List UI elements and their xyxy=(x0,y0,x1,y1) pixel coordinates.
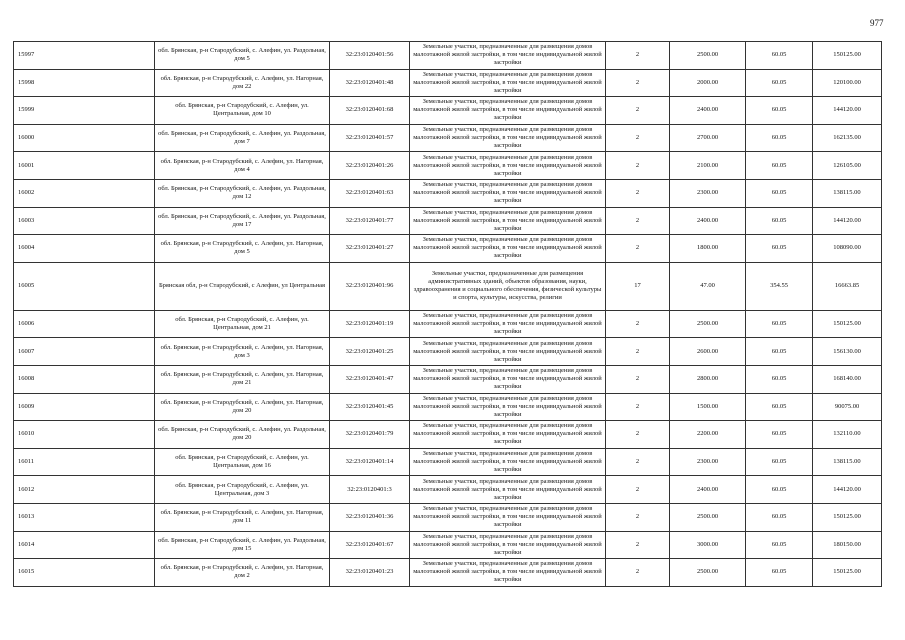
row-number: 15999 xyxy=(14,97,155,125)
table-row xyxy=(14,310,882,338)
cadastral-value-cell: 162135.00 xyxy=(813,124,882,152)
specific-value-cell: 60.05 xyxy=(746,179,813,207)
group-cell: 2 xyxy=(606,207,670,235)
address-cell: обл. Брянская, р-н Стародубский, с. Алефин, ул. Раздольная, дом 17 xyxy=(155,207,330,235)
group-cell: 2 xyxy=(606,448,670,476)
cadastral-value-cell: 138115.00 xyxy=(813,179,882,207)
area-cell: 2500.00 xyxy=(670,310,746,338)
cadastral-number-cell: 32:23:0120401:48 xyxy=(330,69,410,97)
cadastral-value-cell: 168140.00 xyxy=(813,365,882,393)
specific-value-cell: 60.05 xyxy=(746,42,813,70)
cadastral-number-cell: 32:23:0120401:25 xyxy=(330,338,410,366)
row-number: 16013 xyxy=(14,503,155,531)
group-cell: 2 xyxy=(606,531,670,559)
group-cell: 17 xyxy=(606,262,670,310)
area-cell: 2100.00 xyxy=(670,152,746,180)
address-cell: обл. Брянская, р-н Стародубский, с. Алефин, ул. Раздольная, дом 15 xyxy=(155,531,330,559)
cadastral-value-cell: 138115.00 xyxy=(813,448,882,476)
table-row xyxy=(14,421,882,449)
area-cell: 2200.00 xyxy=(670,421,746,449)
address-cell: обл. Брянская, р-н Стародубский, с. Алефин, ул. Центральная, дом 16 xyxy=(155,448,330,476)
table-row xyxy=(14,69,882,97)
group-cell: 2 xyxy=(606,476,670,504)
cadastral-number-cell: 32:23:0120401:57 xyxy=(330,124,410,152)
address-cell: обл. Брянская, р-н Стародубский, с. Алефин, ул. Нагорная, дом 4 xyxy=(155,152,330,180)
specific-value-cell: 60.05 xyxy=(746,365,813,393)
area-cell: 1800.00 xyxy=(670,235,746,263)
group-cell: 2 xyxy=(606,310,670,338)
row-number: 16004 xyxy=(14,235,155,263)
specific-value-cell: 60.05 xyxy=(746,69,813,97)
cadastral-value-cell: 180150.00 xyxy=(813,531,882,559)
cadastral-value-cell: 120100.00 xyxy=(813,69,882,97)
address-cell: обл. Брянская, р-н Стародубский, с. Алефин, ул. Раздольная, дом 20 xyxy=(155,421,330,449)
land-use-cell: Земельные участки, предназначенные для размещения домов малоэтажной жилой застройки, в том числе индивидуальной жилой застройки xyxy=(410,503,606,531)
cadastral-number-cell: 32:23:0120401:27 xyxy=(330,235,410,263)
table-row xyxy=(14,179,882,207)
area-cell: 2500.00 xyxy=(670,42,746,70)
table-row xyxy=(14,97,882,125)
group-cell: 2 xyxy=(606,503,670,531)
specific-value-cell: 60.05 xyxy=(746,124,813,152)
cadastral-number-cell: 32:23:0120401:56 xyxy=(330,42,410,70)
cadastral-number-cell: 32:23:0120401:67 xyxy=(330,531,410,559)
specific-value-cell: 60.05 xyxy=(746,310,813,338)
cadastral-value-cell: 144120.00 xyxy=(813,476,882,504)
cadastral-value-cell: 126105.00 xyxy=(813,152,882,180)
area-cell: 2800.00 xyxy=(670,365,746,393)
row-number: 16007 xyxy=(14,338,155,366)
land-use-cell: Земельные участки, предназначенные для размещения домов малоэтажной жилой застройки, в том числе индивидуальной жилой застройки xyxy=(410,421,606,449)
address-cell: обл. Брянская, р-н Стародубский, с. Алефин, ул. Раздольная, дом 12 xyxy=(155,179,330,207)
land-use-cell: Земельные участки, предназначенные для размещения домов малоэтажной жилой застройки, в том числе индивидуальной жилой застройки xyxy=(410,531,606,559)
table-row xyxy=(14,42,882,70)
address-cell: обл. Брянская, р-н Стародубский, с. Алефин, ул. Центральная, дом 10 xyxy=(155,97,330,125)
area-cell: 2300.00 xyxy=(670,448,746,476)
cadastral-number-cell: 32:23:0120401:79 xyxy=(330,421,410,449)
group-cell: 2 xyxy=(606,393,670,421)
row-number: 16002 xyxy=(14,179,155,207)
land-use-cell: Земельные участки, предназначенные для размещения домов малоэтажной жилой застройки, в том числе индивидуальной жилой застройки xyxy=(410,365,606,393)
address-cell: обл. Брянская, р-н Стародубский, с. Алефин, ул. Нагорная, дом 5 xyxy=(155,235,330,263)
row-number: 15998 xyxy=(14,69,155,97)
table-row xyxy=(14,559,882,587)
land-use-cell: Земельные участки, предназначенные для размещения домов малоэтажной жилой застройки, в том числе индивидуальной жилой застройки xyxy=(410,476,606,504)
cadastral-number-cell: 32:23:0120401:63 xyxy=(330,179,410,207)
table-row xyxy=(14,531,882,559)
group-cell: 2 xyxy=(606,365,670,393)
land-use-cell: Земельные участки, предназначенные для размещения домов малоэтажной жилой застройки, в том числе индивидуальной жилой застройки xyxy=(410,310,606,338)
group-cell: 2 xyxy=(606,124,670,152)
address-cell: обл. Брянская, р-н Стародубский, с. Алефин, ул. Раздольная, дом 5 xyxy=(155,42,330,70)
land-use-cell: Земельные участки, предназначенные для размещения домов малоэтажной жилой застройки, в том числе индивидуальной жилой застройки xyxy=(410,69,606,97)
table-row xyxy=(14,393,882,421)
table-row xyxy=(14,262,882,310)
specific-value-cell: 60.05 xyxy=(746,531,813,559)
address-cell: Брянская обл, р-н Стародубский, с Алефин, ул Центральная xyxy=(155,262,330,310)
cadastral-number-cell: 32:23:0120401:23 xyxy=(330,559,410,587)
cadastral-value-cell: 90075.00 xyxy=(813,393,882,421)
table-row xyxy=(14,207,882,235)
specific-value-cell: 60.05 xyxy=(746,235,813,263)
address-cell: обл. Брянская, р-н Стародубский, с. Алефин, ул. Нагорная, дом 2 xyxy=(155,559,330,587)
land-use-cell: Земельные участки, предназначенные для размещения домов малоэтажной жилой застройки, в том числе индивидуальной жилой застройки xyxy=(410,235,606,263)
table-row xyxy=(14,365,882,393)
address-cell: обл. Брянская, р-н Стародубский, с. Алефин, ул. Нагорная, дом 22 xyxy=(155,69,330,97)
group-cell: 2 xyxy=(606,179,670,207)
area-cell: 2000.00 xyxy=(670,69,746,97)
table-body xyxy=(14,42,882,587)
area-cell: 2500.00 xyxy=(670,503,746,531)
address-cell: обл. Брянская, р-н Стародубский, с. Алефин, ул. Нагорная, дом 20 xyxy=(155,393,330,421)
land-use-cell: Земельные участки, предназначенные для размещения домов малоэтажной жилой застройки, в том числе индивидуальной жилой застройки xyxy=(410,559,606,587)
specific-value-cell: 60.05 xyxy=(746,207,813,235)
specific-value-cell: 60.05 xyxy=(746,448,813,476)
cadastral-number-cell: 32:23:0120401:26 xyxy=(330,152,410,180)
address-cell: обл. Брянская, р-н Стародубский, с. Алефин, ул. Центральная, дом 21 xyxy=(155,310,330,338)
cadastral-value-cell: 144120.00 xyxy=(813,97,882,125)
cadastral-number-cell: 32:23:0120401:45 xyxy=(330,393,410,421)
group-cell: 2 xyxy=(606,235,670,263)
cadastral-number-cell: 32:23:0120401:68 xyxy=(330,97,410,125)
row-number: 16000 xyxy=(14,124,155,152)
area-cell: 2300.00 xyxy=(670,179,746,207)
cadastral-number-cell: 32:23:0120401:19 xyxy=(330,310,410,338)
specific-value-cell: 60.05 xyxy=(746,559,813,587)
row-number: 16015 xyxy=(14,559,155,587)
group-cell: 2 xyxy=(606,97,670,125)
table-row xyxy=(14,448,882,476)
row-number: 16006 xyxy=(14,310,155,338)
specific-value-cell: 60.05 xyxy=(746,97,813,125)
land-use-cell: Земельные участки, предназначенные для размещения домов малоэтажной жилой застройки, в том числе индивидуальной жилой застройки xyxy=(410,152,606,180)
cadastral-value-cell: 150125.00 xyxy=(813,503,882,531)
table-row xyxy=(14,476,882,504)
cadastral-number-cell: 32:23:0120401:96 xyxy=(330,262,410,310)
address-cell: обл. Брянская, р-н Стародубский, с. Алефин, ул. Нагорная, дом 3 xyxy=(155,338,330,366)
cadastral-value-cell: 16663.85 xyxy=(813,262,882,310)
area-cell: 2400.00 xyxy=(670,97,746,125)
cadastral-number-cell: 32:23:0120401:77 xyxy=(330,207,410,235)
table-row xyxy=(14,124,882,152)
land-use-cell: Земельные участки, предназначенные для размещения домов малоэтажной жилой застройки, в том числе индивидуальной жилой застройки xyxy=(410,124,606,152)
group-cell: 2 xyxy=(606,152,670,180)
group-cell: 2 xyxy=(606,338,670,366)
cadastral-value-cell: 108090.00 xyxy=(813,235,882,263)
cadastral-number-cell: 32:23:0120401:3 xyxy=(330,476,410,504)
page-number: 977 xyxy=(870,18,884,28)
row-number: 16014 xyxy=(14,531,155,559)
cadastral-value-cell: 156130.00 xyxy=(813,338,882,366)
row-number: 16003 xyxy=(14,207,155,235)
row-number: 16009 xyxy=(14,393,155,421)
cadastral-value-cell: 150125.00 xyxy=(813,310,882,338)
cadastral-value-cell: 150125.00 xyxy=(813,42,882,70)
specific-value-cell: 60.05 xyxy=(746,338,813,366)
address-cell: обл. Брянская, р-н Стародубский, с. Алефин, ул. Центральная, дом 3 xyxy=(155,476,330,504)
land-use-cell: Земельные участки, предназначенные для размещения домов малоэтажной жилой застройки, в том числе индивидуальной жилой застройки xyxy=(410,448,606,476)
specific-value-cell: 60.05 xyxy=(746,503,813,531)
cadastral-number-cell: 32:23:0120401:47 xyxy=(330,365,410,393)
specific-value-cell: 354.55 xyxy=(746,262,813,310)
cadastral-value-cell: 132110.00 xyxy=(813,421,882,449)
address-cell: обл. Брянская, р-н Стародубский, с. Алефин, ул. Нагорная, дом 11 xyxy=(155,503,330,531)
row-number: 16010 xyxy=(14,421,155,449)
land-use-cell: Земельные участки, предназначенные для размещения домов малоэтажной жилой застройки, в том числе индивидуальной жилой застройки xyxy=(410,97,606,125)
specific-value-cell: 60.05 xyxy=(746,152,813,180)
group-cell: 2 xyxy=(606,42,670,70)
land-use-cell: Земельные участки, предназначенные для размещения домов малоэтажной жилой застройки, в том числе индивидуальной жилой застройки xyxy=(410,207,606,235)
address-cell: обл. Брянская, р-н Стародубский, с. Алефин, ул. Раздольная, дом 7 xyxy=(155,124,330,152)
area-cell: 2500.00 xyxy=(670,559,746,587)
row-number: 16008 xyxy=(14,365,155,393)
group-cell: 2 xyxy=(606,559,670,587)
specific-value-cell: 60.05 xyxy=(746,476,813,504)
land-use-cell: Земельные участки, предназначенные для размещения административных зданий, объектов образования, науки, здравоохранения и социального обеспечения, физической культуры и спорта, культуры, искусства, религии xyxy=(410,262,606,310)
row-number: 15997 xyxy=(14,42,155,70)
cadastral-value-table xyxy=(13,41,882,587)
area-cell: 2700.00 xyxy=(670,124,746,152)
area-cell: 3000.00 xyxy=(670,531,746,559)
specific-value-cell: 60.05 xyxy=(746,393,813,421)
area-cell: 2400.00 xyxy=(670,476,746,504)
group-cell: 2 xyxy=(606,69,670,97)
land-use-cell: Земельные участки, предназначенные для размещения домов малоэтажной жилой застройки, в том числе индивидуальной жилой застройки xyxy=(410,42,606,70)
area-cell: 47.00 xyxy=(670,262,746,310)
land-use-cell: Земельные участки, предназначенные для размещения домов малоэтажной жилой застройки, в том числе индивидуальной жилой застройки xyxy=(410,393,606,421)
row-number: 16011 xyxy=(14,448,155,476)
address-cell: обл. Брянская, р-н Стародубский, с. Алефин, ул. Нагорная, дом 21 xyxy=(155,365,330,393)
land-use-cell: Земельные участки, предназначенные для размещения домов малоэтажной жилой застройки, в том числе индивидуальной жилой застройки xyxy=(410,179,606,207)
cadastral-value-cell: 144120.00 xyxy=(813,207,882,235)
table-row xyxy=(14,235,882,263)
land-use-cell: Земельные участки, предназначенные для размещения домов малоэтажной жилой застройки, в том числе индивидуальной жилой застройки xyxy=(410,338,606,366)
cadastral-number-cell: 32:23:0120401:14 xyxy=(330,448,410,476)
area-cell: 2600.00 xyxy=(670,338,746,366)
area-cell: 2400.00 xyxy=(670,207,746,235)
area-cell: 1500.00 xyxy=(670,393,746,421)
row-number: 16005 xyxy=(14,262,155,310)
table-row xyxy=(14,152,882,180)
table-row xyxy=(14,503,882,531)
table-row xyxy=(14,338,882,366)
group-cell: 2 xyxy=(606,421,670,449)
row-number: 16012 xyxy=(14,476,155,504)
cadastral-number-cell: 32:23:0120401:36 xyxy=(330,503,410,531)
cadastral-value-cell: 150125.00 xyxy=(813,559,882,587)
specific-value-cell: 60.05 xyxy=(746,421,813,449)
row-number: 16001 xyxy=(14,152,155,180)
